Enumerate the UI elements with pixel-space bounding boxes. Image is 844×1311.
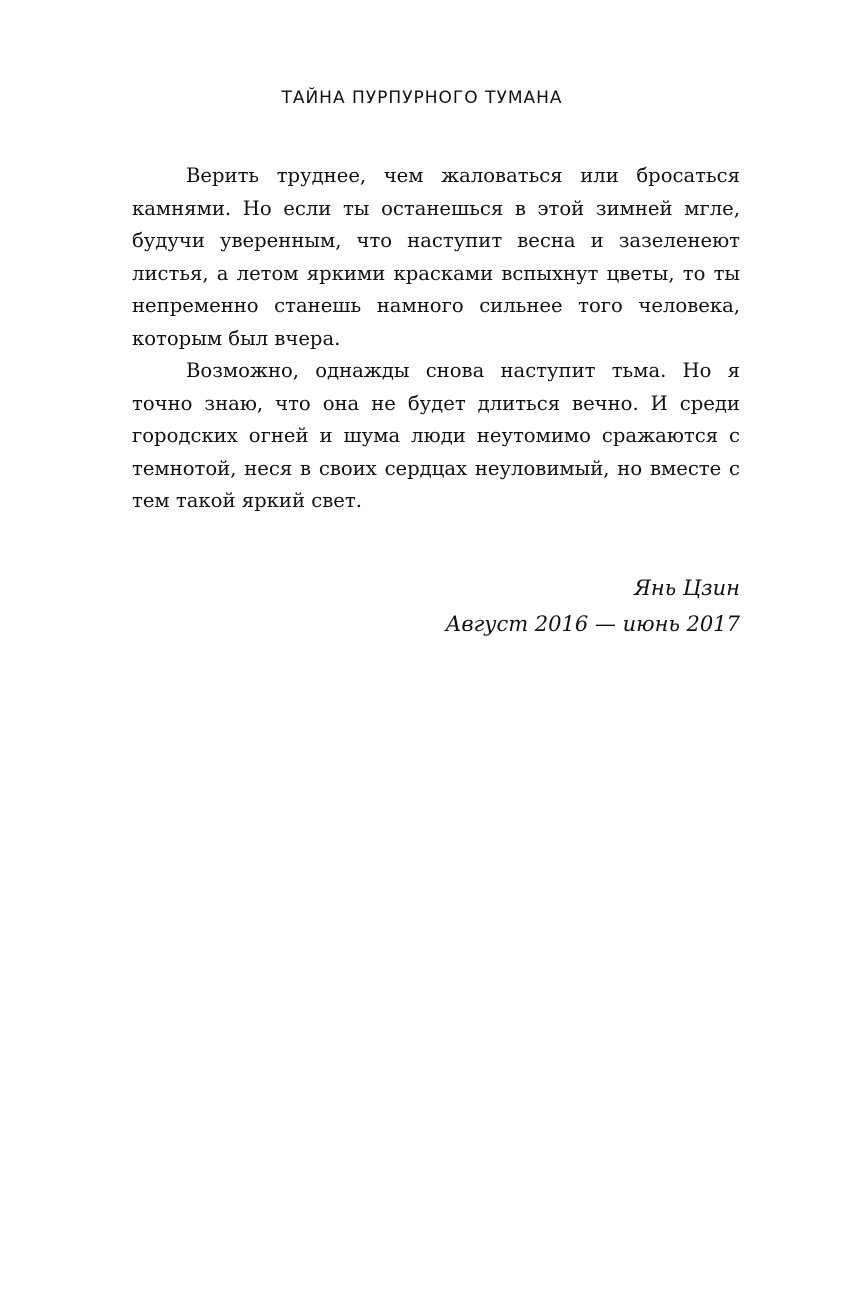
signature-author: Янь Цзин [633, 576, 740, 600]
paragraph-1: Верить труднее, чем жаловаться или бросаться камнями. Но если ты останешься в этой зимней мгле, будучи уверенным, что наступит весна и зазеленеют листья, а летом яркими красками вспыхнут цветы, то ты непременно станешь намного сильнее того человека, которым был вчера. [132, 164, 740, 350]
body-text [132, 160, 740, 518]
running-header: ТАЙНА ПУРПУРНОГО ТУМАНА [281, 88, 563, 108]
paragraph-2: Возможно, однажды снова наступит тьма. Но я точно знаю, что она не будет длиться вечно. И среди городских огней и шума люди неутомимо сражаются с темнотой, неся в своих сердцах неуловимый, но вместе с тем такой яркий свет. [132, 359, 740, 512]
signature-dates: Август 2016 — июнь 2017 [445, 612, 740, 636]
signature-block [446, 570, 740, 642]
